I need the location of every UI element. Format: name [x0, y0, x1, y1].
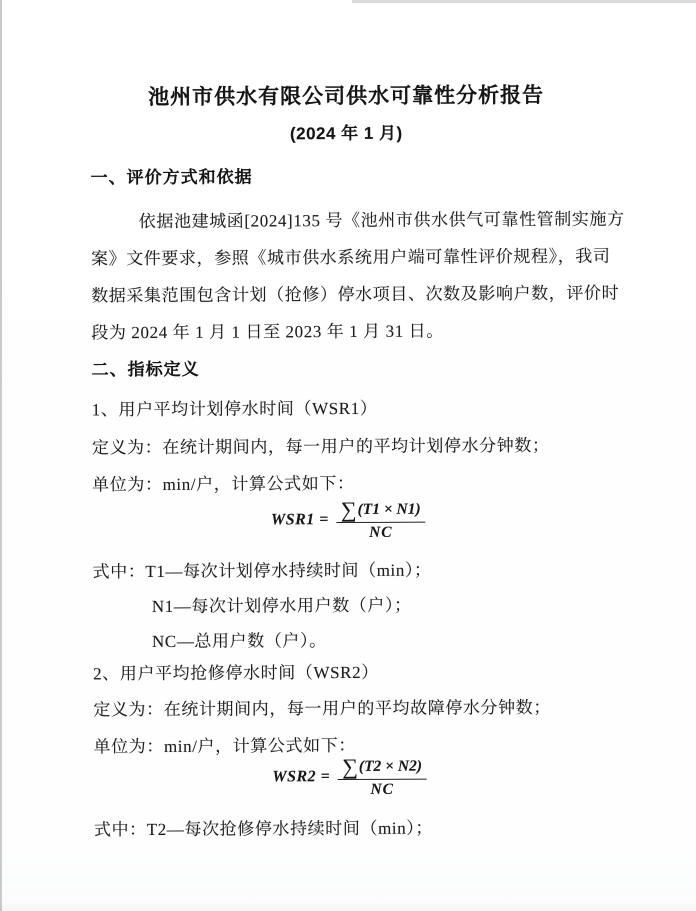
formula-fraction	[337, 753, 427, 799]
paragraph-line: 段为 2024 年 1 月 1 日至 2023 年 1 月 31 日。	[91, 321, 444, 343]
sigma-symbol: ∑	[342, 753, 358, 780]
indicator2-title: 2、用户平均抢修停水时间（WSR2）	[93, 662, 379, 684]
section2-heading: 二、指标定义	[91, 359, 200, 380]
formula-numerator	[337, 753, 427, 780]
formula-denominator: NC	[369, 524, 393, 542]
formula-lhs: WSR2 =	[272, 768, 331, 786]
sigma-symbol: ∑	[340, 496, 357, 523]
indicator2-definition: 定义为：在统计期间内，每一用户的平均故障停水分钟数；	[93, 697, 551, 720]
indicator1-definition: 定义为：在统计期间内，每一用户的平均计划停水分钟数；	[91, 435, 550, 458]
page-title: 池州市供水有限公司供水可靠性分析报告	[148, 83, 545, 110]
paragraph-line: 案》文件要求，参照《城市供水系统用户端可靠性评价规程》，我司	[90, 246, 611, 269]
where-line-t2: 式中：T2—每次抢修停水持续时间（min）；	[93, 818, 434, 840]
where-line-t1: 式中：T1—每次计划停水持续时间（min）；	[92, 560, 432, 582]
paragraph-line: 依据池建城函[2024]135 号《池州市供水供气可靠性管制实施方	[138, 209, 625, 232]
formula-numerator	[336, 496, 426, 523]
where-line-n1: N1—每次计划停水用户数（户）；	[151, 595, 412, 617]
section1-heading: 一、评价方式和依据	[90, 167, 253, 188]
paragraph-line: 数据采集范围包含计划（抢修）停水项目、次数及影响户数，评价时	[91, 283, 620, 306]
page-subtitle: (2024 年 1 月)	[289, 123, 403, 144]
numerator-terms: (T1 × N1)	[357, 500, 421, 519]
where-line-nc: NC—总用户数（户）。	[151, 631, 327, 652]
numerator-terms: (T2 × N2)	[358, 757, 423, 776]
formula-wsr1	[0, 498, 696, 542]
indicator1-title: 1、用户平均计划停水时间（WSR1）	[91, 398, 378, 420]
formula-wsr2	[2, 755, 696, 799]
formula-lhs: WSR1 =	[270, 511, 329, 529]
indicator1-unit: 单位为：min/户，计算公式如下：	[92, 473, 355, 495]
indicator2-unit: 单位为：min/户，计算公式如下：	[93, 735, 356, 757]
formula-fraction	[336, 496, 426, 542]
formula-denominator: NC	[370, 781, 395, 799]
